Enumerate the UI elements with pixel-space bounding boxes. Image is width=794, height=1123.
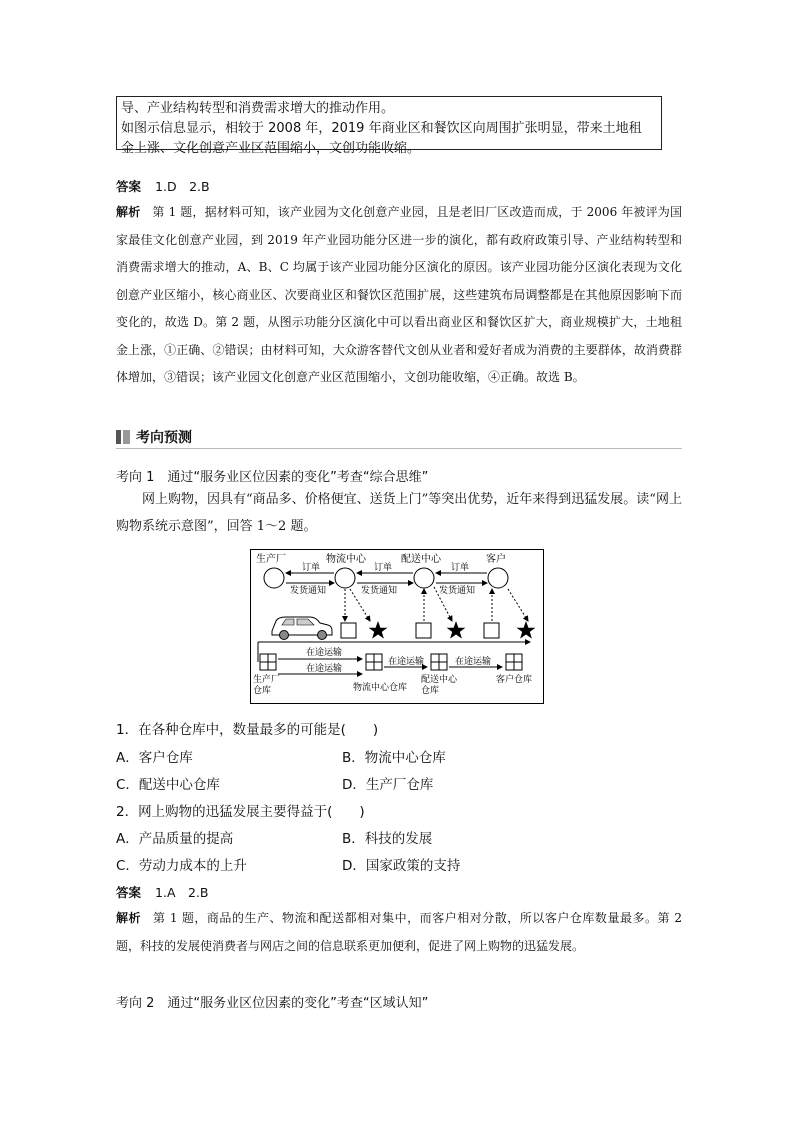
q1-option-d[interactable]: D．生产厂仓库 xyxy=(342,777,434,793)
q2-option-c[interactable]: C．劳动力成本的上升 xyxy=(116,858,247,874)
warehouse-factory xyxy=(260,654,276,670)
answer-text-2: 1.A 2.B xyxy=(155,885,209,900)
warehouse-label-factory-2: 仓库 xyxy=(253,686,272,696)
header-marker-light xyxy=(123,430,130,444)
analysis-label: 解析 xyxy=(116,205,141,219)
box-line-1: 导、产业结构转型和消费需求增大的推动作用。 xyxy=(121,101,395,116)
warehouse-distribution xyxy=(431,654,447,670)
q1-option-a[interactable]: A．客户仓库 xyxy=(116,750,193,766)
q1-option-b[interactable]: B．物流中心仓库 xyxy=(342,750,446,766)
node-label-factory: 生产厂 xyxy=(256,554,286,565)
warehouse-customer xyxy=(506,654,522,670)
analysis-label-2: 解析 xyxy=(116,911,142,925)
warehouse-logistics xyxy=(366,654,382,670)
q1-option-c[interactable]: C．配送中心仓库 xyxy=(116,777,220,793)
goods-box-1 xyxy=(341,623,356,638)
transit-label-3: 在途运输 xyxy=(455,657,492,667)
warehouse-label-logistics: 物流中心仓库 xyxy=(353,683,408,693)
order-label-2: 订单 xyxy=(374,563,393,573)
q2-option-a[interactable]: A．产品质量的提高 xyxy=(116,831,234,847)
q2-option-b[interactable]: B．科技的发展 xyxy=(342,831,433,847)
node-label-customer: 客户 xyxy=(486,554,506,565)
node-label-distribution: 配送中心 xyxy=(401,554,441,565)
order-label-1: 订单 xyxy=(302,563,321,573)
notice-label-1: 发货通知 xyxy=(290,586,327,596)
transit-label-2: 在途运输 xyxy=(388,657,425,667)
q2-stem: 2．网上购物的迅猛发展主要得益于( ) xyxy=(116,804,365,820)
analysis-block-2 xyxy=(116,905,682,960)
answer-label: 答案 xyxy=(116,179,142,194)
answer-label-2: 答案 xyxy=(116,885,142,900)
q2-option-d[interactable]: D．国家政策的支持 xyxy=(342,858,461,874)
customer-node xyxy=(488,568,508,588)
box-line-2: 如图示信息显示，相较于 2008 年，2019 年商业区和餐饮区向周围扩张明显，带来土地租 xyxy=(121,121,642,136)
transit-label-1a: 在途运输 xyxy=(306,648,343,658)
direction-2-heading: 考向 2 通过“服务业区位因素的变化”考查“区域认知” xyxy=(116,996,429,1011)
analysis-text: 第 1 题，据材料可知，该产业园为文化创意产业园，且是老旧厂区改造而成，于 2006 年被评为国家最佳文化创意产业园，到 2019 年产业园功能分区进一步的演化，都有政府政策引导、产业结构转型和消费需求增大的推动，A、B、C 均属于该产业园功能分区演化的原因。该产业园功能分区演化表现为文化创意产业区缩小，核心商业区、次要商业区和餐饮区范围扩展，这些建筑布局调整都是在其他原因影响下而变化的，故选 D。第 2 题，从图示功能分区演化中可以看出商业区和餐饮区扩大，商业规模扩大，土地租金上涨，①正确、②错误；由材料可知，大众游客替代文创从业者和爱好者成为消费的主要群体，故消费群体增加，③错误；该产业园文化创意产业区范围缩小，文创功能收缩，④正确。故选 B。 xyxy=(116,205,682,384)
section-divider xyxy=(116,448,682,449)
online-shopping-diagram xyxy=(250,549,544,704)
warehouse-label-factory-1: 生产厂 xyxy=(253,675,281,685)
answer-text: 1.D 2.B xyxy=(155,179,210,194)
analysis-text-2: 第 1 题，商品的生产、物流和配送都相对集中，而客户相对分散，所以客户仓库数量最多。第 2 题，科技的发展使消费者与网店之间的信息联系更加便利，促进了网上购物的迅猛发展。 xyxy=(116,911,682,953)
warehouse-label-distribution-2: 仓库 xyxy=(421,686,440,696)
box-line-3: 金上涨、文化创意产业区范围缩小，文创功能收缩。 xyxy=(121,141,421,156)
header-marker-dark xyxy=(116,430,121,444)
answer-line-2 xyxy=(116,883,209,901)
notice-label-2: 发货通知 xyxy=(361,586,398,596)
transit-label-1b: 在途运输 xyxy=(306,664,343,674)
warehouse-label-customer: 客户仓库 xyxy=(496,675,533,685)
order-label-3: 订单 xyxy=(451,563,470,573)
direction-1-heading: 考向 1 通过“服务业区位因素的变化”考查“综合思维” xyxy=(116,470,429,485)
question-intro: 网上购物，因具有“商品多、价格便宜、送货上门”等突出优势，近年来得到迅猛发展。读“网上购物系统示意图”，回答 1～2 题。 xyxy=(116,492,682,534)
distribution-node xyxy=(414,568,434,588)
previous-analysis-box xyxy=(116,96,662,156)
q1-stem: 1．在各种仓库中，数量最多的可能是( ) xyxy=(116,722,379,738)
section-title: 考向预测 xyxy=(136,430,192,446)
answer-line-1 xyxy=(116,177,210,195)
section-header xyxy=(116,427,682,449)
factory-node xyxy=(264,568,284,588)
logistics-node xyxy=(335,568,355,588)
warehouse-label-distribution-1: 配送中心 xyxy=(421,675,458,685)
node-label-logistics: 物流中心 xyxy=(326,554,366,565)
goods-box-2 xyxy=(416,623,431,638)
analysis-block-1 xyxy=(116,199,682,392)
notice-label-3: 发货通知 xyxy=(439,586,476,596)
goods-box-3 xyxy=(484,623,499,638)
